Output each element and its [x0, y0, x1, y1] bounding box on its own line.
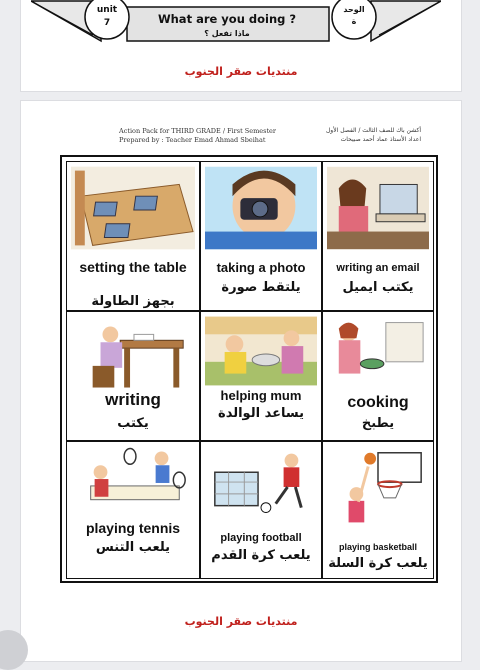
card-playing-basketball [322, 441, 434, 579]
card-label-en: playing tennis [85, 520, 181, 536]
cooking-pot-icon [327, 316, 429, 388]
card-taking-a-photo [200, 161, 322, 311]
card-label-en: taking a photo [216, 260, 306, 275]
unit-number-ar: الوحد ة [343, 5, 365, 26]
card-playing-tennis [66, 441, 200, 579]
flashcard-grid [60, 155, 438, 583]
computer-email-icon [327, 166, 429, 250]
card-label-ar: يساعد الوالدة [218, 406, 304, 421]
card-label-ar: يلتقط صورة [221, 280, 301, 295]
forum-label-top: منتديات صقر الجنوب [184, 65, 298, 78]
forum-label-bottom: منتديات صقر الجنوب [184, 615, 298, 628]
unit-banner [31, 0, 441, 45]
basketball-hoop-icon [327, 446, 429, 538]
main-post-card [20, 100, 462, 662]
card-label-en: playing football [220, 532, 302, 544]
card-writing [66, 311, 200, 441]
unit-number-en: unit 7 [96, 5, 118, 28]
desk-writing-icon [71, 316, 195, 400]
card-label-en: cooking [347, 394, 409, 411]
card-label-ar: يكتب ايميل [342, 280, 414, 295]
card-playing-football [200, 441, 322, 579]
header-english: Action Pack for THIRD GRADE / First Semester Prepared by : Teacher Emad Ahmad Sbeihat [119, 127, 277, 144]
unit-title-ar: ماذا تفعل ؟ [204, 29, 250, 38]
card-label-ar: يلعب التنس [95, 540, 171, 555]
table-setting-icon [71, 166, 195, 250]
card-label-en: setting the table [79, 259, 187, 275]
card-label-en: playing basketball [338, 542, 418, 552]
card-cooking [322, 311, 434, 441]
camera-photo-icon [205, 166, 317, 250]
top-post-card [20, 0, 462, 92]
football-goal-icon [205, 446, 317, 526]
card-setting-the-table [66, 161, 200, 311]
kitchen-help-icon [205, 316, 317, 386]
card-label-ar: بجهز الطاولة [91, 294, 175, 309]
header-arabic: أكشن باك للصف الثالث / الفصل الأول اعداد الأستاذ عماد أحمد صبيحات [325, 127, 421, 143]
card-label-ar: يلعب كرة القدم [211, 548, 311, 563]
card-helping-mum [200, 311, 322, 441]
card-writing-an-email [322, 161, 434, 311]
card-label-en: writing an email [336, 262, 420, 274]
card-label-ar: يكتب [117, 416, 149, 431]
unit-title: What are you doing ? [157, 12, 297, 26]
card-label-en: helping mum [220, 388, 302, 403]
card-label-ar: يلعب كرة السلة [328, 556, 428, 571]
card-label-ar: يطبخ [361, 416, 395, 431]
card-label-en: writing [105, 390, 161, 409]
tennis-players-icon [71, 446, 195, 516]
